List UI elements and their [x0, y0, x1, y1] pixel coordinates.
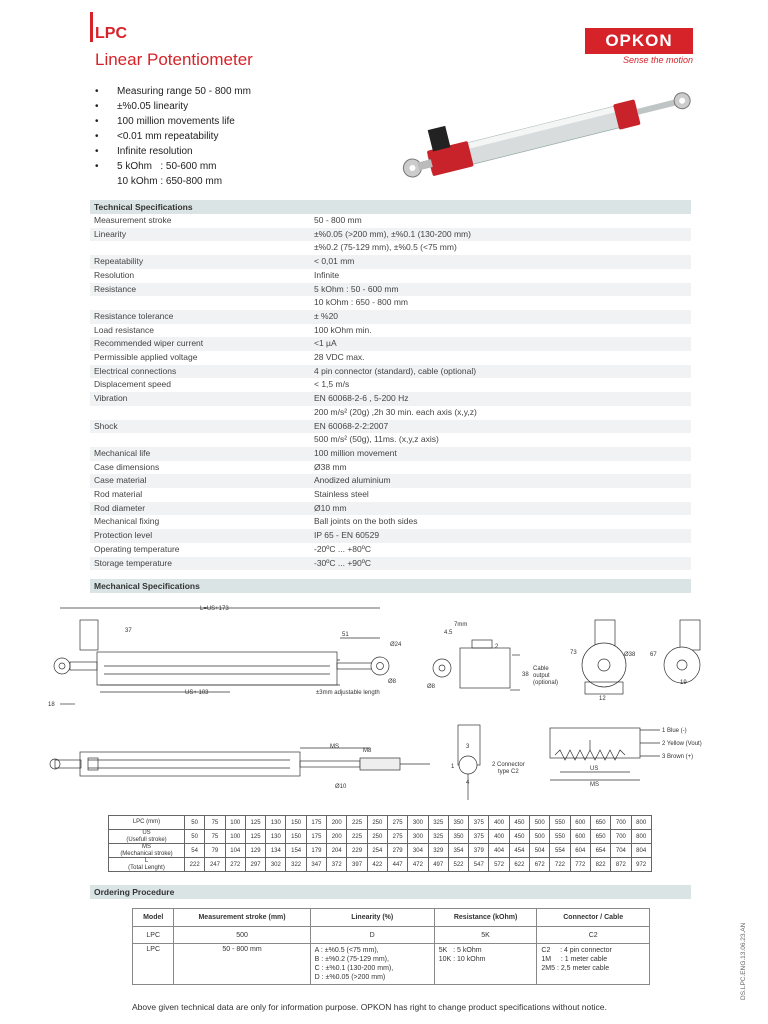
product-photo [385, 85, 695, 175]
dimension-cell: 79 [205, 844, 225, 858]
spec-row [90, 406, 691, 420]
wire-label: 1 Blue (-) [662, 728, 687, 734]
dimension-cell: 75 [205, 830, 225, 844]
spec-value: <1 µA [310, 337, 691, 351]
spec-row [90, 296, 691, 310]
dim-label: 4.5 [444, 630, 453, 636]
dim-label: 73 [570, 650, 577, 656]
spec-value: IP 65 - EN 60529 [310, 529, 691, 543]
spec-row [90, 392, 691, 406]
dimension-table [108, 815, 652, 872]
dimension-cell: 447 [387, 858, 407, 872]
dimension-cell: 547 [469, 858, 489, 872]
dimension-row [109, 858, 652, 872]
dimension-cell: 554 [550, 844, 570, 858]
feature-item: • ±%0.05 linearity [95, 99, 251, 114]
spec-label: Load resistance [94, 324, 155, 335]
dimension-row-head: L (Total Lenght) [109, 858, 185, 872]
dimension-cell: 300 [408, 816, 428, 830]
dimension-cell: 50 [185, 830, 205, 844]
dimension-cell: 75 [205, 816, 225, 830]
end-view-drawing [433, 640, 520, 690]
order-option-cell: C2 : 4 pin connector 1M : 1 meter cable 2M5 : 2,5 meter cable [537, 944, 650, 985]
dimension-cell: 572 [489, 858, 509, 872]
dim-label: Ø24 [390, 642, 402, 648]
dimension-cell: 372 [327, 858, 347, 872]
dimension-cell: 272 [225, 858, 245, 872]
spec-label: Recommended wiper current [90, 337, 310, 351]
dimension-cell: 229 [347, 844, 367, 858]
dimension-cell: 404 [489, 844, 509, 858]
dimension-cell: 672 [530, 858, 550, 872]
dim-label: M8 [363, 748, 372, 754]
cable-note: Cable output (optional) [533, 666, 559, 686]
order-example-cell: 500 [174, 927, 310, 944]
dimension-cell: 325 [428, 830, 448, 844]
spec-label: Resolution [94, 269, 135, 280]
dimension-cell: 800 [631, 830, 651, 844]
dimension-cell: 375 [469, 830, 489, 844]
dimension-cell: 225 [347, 830, 367, 844]
dimension-cell: 400 [489, 830, 509, 844]
dimension-cell: 179 [306, 844, 326, 858]
dimension-cell: 704 [611, 844, 631, 858]
spec-value: 4 pin connector (standard), cable (optional) [310, 365, 691, 379]
spec-label: Displacement speed [94, 379, 172, 390]
spec-label [90, 241, 310, 255]
spec-value: 100 kOhm min. [314, 324, 372, 335]
spec-row [90, 433, 691, 447]
spec-row [90, 378, 691, 392]
dimension-cell: 150 [286, 816, 306, 830]
spec-label: Shock [90, 420, 310, 434]
spec-row [90, 324, 691, 338]
spec-label: Resistance tolerance [90, 310, 310, 324]
spec-row [90, 269, 691, 283]
spec-value: 10 kOhm : 650 - 800 mm [314, 297, 409, 308]
spec-row [90, 543, 691, 557]
dimension-cell: 604 [570, 844, 590, 858]
feature-item: • <0.01 mm repeatability [95, 129, 251, 144]
dimension-cell: 400 [489, 816, 509, 830]
dimension-cell: 250 [367, 816, 387, 830]
spec-row [90, 214, 691, 228]
spec-label: Repeatability [90, 255, 310, 269]
dimension-cell: 100 [225, 816, 245, 830]
feature-item: • 5 kOhm : 50-600 mm 10 kOhm : 650-800 mm [95, 159, 251, 189]
spec-label: Mechanical life [90, 447, 310, 461]
order-col-header: Model [133, 909, 174, 927]
spec-label: Vibration [90, 392, 310, 406]
feature-item: • Measuring range 50 - 800 mm [95, 84, 251, 99]
dimension-cell: 550 [550, 830, 570, 844]
ordering-table [132, 908, 650, 985]
order-col-header: Connector / Cable [537, 909, 650, 927]
feature-list [95, 84, 251, 189]
dim-label: US+ 103 [185, 690, 209, 696]
spec-value: 500 m/s² (50g), 11ms. (x,y,z axis) [314, 434, 439, 445]
dimension-cell: 375 [469, 816, 489, 830]
page-title: Linear Potentiometer [95, 50, 253, 69]
dim-label: Ø8 [427, 684, 436, 690]
connector-label: 2 Connector type C2 [492, 762, 525, 775]
dimension-cell: 134 [266, 844, 286, 858]
dimension-cell: 204 [327, 844, 347, 858]
spec-label [90, 433, 310, 447]
dim-label: 7mm [454, 622, 468, 628]
dimension-cell: 129 [245, 844, 265, 858]
dim-label: MS [590, 782, 599, 788]
spec-value: Anodized aluminium [310, 474, 691, 488]
spec-label: Storage temperature [90, 557, 310, 571]
spec-label: Permissible applied voltage [94, 352, 198, 363]
dim-label: US [590, 766, 599, 772]
dimension-cell: 422 [367, 858, 387, 872]
dimension-cell: 622 [509, 858, 529, 872]
spec-label: Protection level [90, 529, 310, 543]
spec-value: ±%0.05 (>200 mm), ±%0.1 (130-200 mm) [310, 228, 691, 242]
spec-value: 28 VDC max. [314, 352, 365, 363]
pin-label: 4 [466, 780, 470, 786]
dimension-cell: 472 [408, 858, 428, 872]
dimension-cell: 500 [530, 816, 550, 830]
dimension-cell: 50 [185, 816, 205, 830]
dimension-cell: 100 [225, 830, 245, 844]
order-option-cell: A : ±%0.5 (<75 mm), B : ±%0.2 (75-129 mm), C : ±%0.1 (130-200 mm), D : ±%0.05 (>200 mm) [310, 944, 434, 985]
order-example-cell: D [310, 927, 434, 944]
dimension-cell: 275 [387, 816, 407, 830]
spec-row [90, 529, 691, 543]
dimension-row-head: LPC (mm) [109, 816, 185, 830]
spec-value: EN 60068-2-2:2007 [310, 420, 691, 434]
dimension-cell: 700 [611, 830, 631, 844]
dimension-cell: 200 [327, 830, 347, 844]
spec-value: Ball joints on the both sides [314, 516, 418, 527]
dimension-cell: 650 [590, 816, 610, 830]
order-example-cell: C2 [537, 927, 650, 944]
dim-label: L=US+173 [200, 606, 229, 612]
dim-label: 38 [522, 672, 529, 678]
spec-row [90, 515, 691, 529]
spec-value: Ø10 mm [310, 502, 691, 516]
spec-value: ±%0.2 (75-129 mm), ±%0.5 (<75 mm) [314, 242, 457, 253]
spec-row [90, 337, 691, 351]
dimension-cell: 800 [631, 816, 651, 830]
product-code: LPC [95, 25, 127, 42]
spec-label: Rod diameter [90, 502, 310, 516]
spec-value: -30ºC ... +90ºC [310, 557, 691, 571]
dimension-cell: 972 [631, 858, 651, 872]
spec-label: Linearity [90, 228, 310, 242]
spec-value: < 1,5 m/s [314, 379, 350, 390]
dimension-cell: 125 [245, 830, 265, 844]
dimension-cell: 130 [266, 816, 286, 830]
dimension-cell: 497 [428, 858, 448, 872]
spec-row [90, 283, 691, 297]
dimension-cell: 302 [266, 858, 286, 872]
dimension-cell: 254 [367, 844, 387, 858]
spec-row [90, 365, 691, 379]
opkon-logo [585, 28, 693, 72]
dimension-cell: 822 [590, 858, 610, 872]
dimension-cell: 397 [347, 858, 367, 872]
spec-row [90, 420, 691, 434]
dimension-cell: 522 [448, 858, 468, 872]
spec-label: Case material [90, 474, 310, 488]
dimension-cell: 600 [570, 816, 590, 830]
dimension-cell: 222 [185, 858, 205, 872]
spec-row [90, 488, 691, 502]
spec-row [90, 557, 691, 571]
footer-note: Above given technical data are only for information purpose. OPKON has right to change product specifications without notice. [132, 1002, 607, 1012]
dimension-row [109, 844, 652, 858]
order-col-header: Measurement stroke (mm) [174, 909, 310, 927]
dimension-cell: 225 [347, 816, 367, 830]
dimension-cell: 350 [448, 816, 468, 830]
pin-label: 3 [466, 744, 470, 750]
spec-row [90, 228, 691, 242]
order-col-header: Resistance (kOhm) [434, 909, 537, 927]
spec-row [90, 310, 691, 324]
spec-value: 50 - 800 mm [314, 215, 362, 225]
order-option-cell: 50 - 800 mm [174, 944, 310, 985]
dimension-cell: 347 [306, 858, 326, 872]
dim-label: MS [330, 744, 339, 750]
wiring-schematic [550, 728, 660, 780]
document-code: DS.LPC.ENG.13.06.23.AN [740, 922, 747, 1000]
mech-spec-header: Mechanical Specifications [90, 579, 691, 593]
dim-label: Ø8 [388, 679, 397, 685]
order-example-cell: 5K [434, 927, 537, 944]
spec-value: Stainless steel [314, 489, 369, 500]
dim-label: 51 [342, 632, 349, 638]
spec-row [90, 461, 691, 475]
dimension-cell: 450 [509, 830, 529, 844]
spec-row [90, 241, 691, 255]
dimension-row-head: MS (Mechanical stroke) [109, 844, 185, 858]
dimension-cell: 175 [306, 816, 326, 830]
dimension-cell: 650 [590, 830, 610, 844]
dimension-cell: 154 [286, 844, 306, 858]
logo-text: OPKON [585, 28, 693, 54]
spec-label: Electrical connections [90, 365, 310, 379]
dimension-cell: 654 [590, 844, 610, 858]
dim-label: 67 [650, 652, 657, 658]
dimension-cell: 329 [428, 844, 448, 858]
dimension-cell: 600 [570, 830, 590, 844]
spec-label: Operating temperature [94, 543, 180, 554]
dimension-cell: 275 [387, 830, 407, 844]
dimension-cell: 325 [428, 816, 448, 830]
spec-row [90, 474, 691, 488]
dimension-cell: 722 [550, 858, 570, 872]
dimension-cell: 130 [266, 830, 286, 844]
dimension-cell: 504 [530, 844, 550, 858]
spec-label [90, 406, 310, 420]
spec-value: Ø38 mm [314, 461, 347, 472]
order-example-cell: LPC [133, 927, 174, 944]
dim-label: 2 [495, 644, 499, 650]
spec-row [90, 255, 691, 269]
dim-label: Ø38 [624, 652, 636, 658]
mechanical-drawings [40, 600, 702, 805]
spec-label: Mechanical fixing [94, 516, 160, 527]
accent-bar [90, 12, 93, 42]
order-col-header: Linearity (%) [310, 909, 434, 927]
dimension-cell: 354 [448, 844, 468, 858]
spec-value: 200 m/s² (20g) ,2h 30 min. each axis (x,y,z) [314, 406, 477, 417]
dimension-cell: 297 [245, 858, 265, 872]
dimension-cell: 872 [611, 858, 631, 872]
tech-spec-table [90, 214, 691, 570]
spec-value: 100 million movement [310, 447, 691, 461]
dimension-cell: 150 [286, 830, 306, 844]
spec-label: Rod material [94, 489, 143, 500]
connector-drawing [458, 725, 480, 800]
dimension-cell: 175 [306, 830, 326, 844]
spec-value: EN 60068-2-6 , 5-200 Hz [310, 392, 691, 406]
dimension-cell: 700 [611, 816, 631, 830]
dimension-cell: 300 [408, 830, 428, 844]
dimension-cell: 500 [530, 830, 550, 844]
spec-row [90, 502, 691, 516]
wire-label: 3 Brown (+) [662, 754, 694, 760]
dimension-cell: 772 [570, 858, 590, 872]
dim-label: 37 [125, 628, 132, 634]
dim-label: 19 [680, 680, 687, 686]
dimension-cell: 125 [245, 816, 265, 830]
dim-label: ±3mm adjustable length [316, 690, 380, 696]
dimension-cell: 104 [225, 844, 245, 858]
dimension-cell: 322 [286, 858, 306, 872]
order-option-cell: LPC [133, 944, 174, 985]
dimension-cell: 379 [469, 844, 489, 858]
dimension-cell: 200 [327, 816, 347, 830]
dimension-cell: 804 [631, 844, 651, 858]
dimension-row-head: US (Usefull stroke) [109, 830, 185, 844]
tech-spec-header: Technical Specifications [90, 200, 691, 214]
spec-value: ± %20 [310, 310, 691, 324]
order-option-cell: 5K : 5 kOhm 10K : 10 kOhm [434, 944, 537, 985]
spec-value: < 0,01 mm [310, 255, 691, 269]
feature-item: • 100 million movements life [95, 114, 251, 129]
dim-label: 18 [48, 702, 55, 708]
stroke-view-drawing [50, 748, 430, 776]
dimension-cell: 250 [367, 830, 387, 844]
logo-tagline: Sense the motion [622, 55, 693, 65]
spec-value: Infinite [314, 269, 340, 280]
dim-label: 12 [599, 696, 606, 702]
dim-label: Ø10 [335, 784, 347, 790]
dimension-row [109, 816, 652, 830]
spec-value: 5 kOhm : 50 - 600 mm [310, 283, 691, 297]
dimension-cell: 279 [387, 844, 407, 858]
dimension-cell: 350 [448, 830, 468, 844]
ordering-header: Ordering Procedure [90, 885, 691, 899]
spec-row [90, 351, 691, 365]
wire-label: 2 Yellow (Vout) [662, 741, 702, 747]
spec-value: -20ºC ... +80ºC [314, 543, 371, 554]
pin-label: 1 [451, 764, 455, 770]
spec-label [90, 296, 310, 310]
spec-label: Case dimensions [94, 461, 160, 472]
spec-label: Resistance [90, 283, 310, 297]
dimension-cell: 454 [509, 844, 529, 858]
spec-label: Measurement stroke [94, 215, 172, 225]
spec-row [90, 447, 691, 461]
dimension-row [109, 830, 652, 844]
dimension-cell: 304 [408, 844, 428, 858]
dimension-cell: 247 [205, 858, 225, 872]
feature-item: • Infinite resolution [95, 144, 251, 159]
dimension-cell: 450 [509, 816, 529, 830]
dimension-cell: 550 [550, 816, 570, 830]
dimension-cell: 54 [185, 844, 205, 858]
